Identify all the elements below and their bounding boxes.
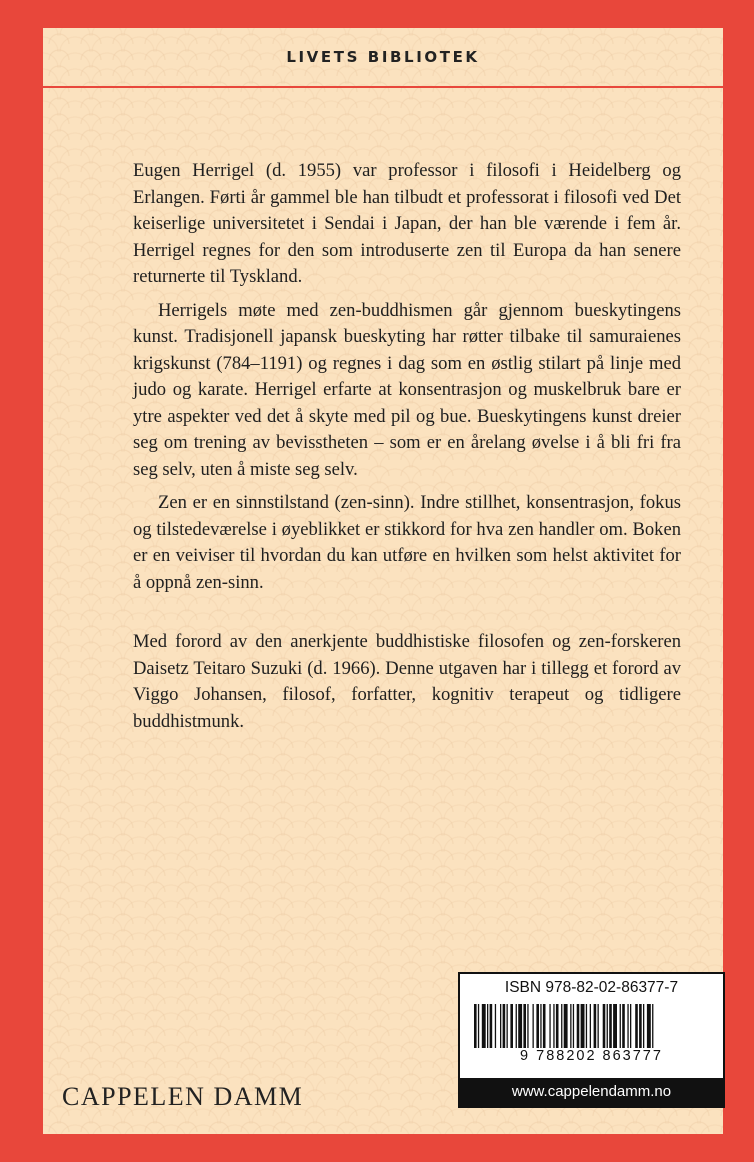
series-title: LIVETS BIBLIOTEK	[43, 28, 723, 88]
publisher-url: www.cappelendamm.no	[460, 1078, 723, 1106]
paragraph-2: Herrigels møte med zen-buddhismen går gjennom bueskytingens kunst. Tradisjonell japansk bueskyting har røtter tilbake til samuraienes krigskunst (784–1191) og regnes i dag som en østlig stilart på linje med judo og karate. Herrigel erfarte at konsentrasjon og muskelbruk bare er ytre aspekter ved det å skyte med pil og bue. Bueskytingens kunst dreier seg om trening av bevisstheten – som er en årelang øvelse i å bli fri fra seg selv, uten å miste seg selv.	[133, 299, 681, 480]
paragraph-1: Eugen Herrigel (d. 1955) var professor i filosofi i Heidelberg og Erlangen. Førti år gammel ble han tilbudt et professorat i filosofi ved Det keiserlige universitetet i Sendai i Japan, der han ble værende i fem år. Herrigel regnes for den som introduserte zen til Europa da han senere returnerte til Tyskland.	[133, 160, 681, 287]
foreword-note: Med forord av den anerkjente buddhistiske filosofen og zen-forskeren Daisetz Teitaro Suzuki (d. 1966). Denne utgaven har i tillegg et forord av Viggo Johansen, filosof, forfatter, kognitiv terapeut og tidligere buddhistmunk.	[133, 631, 681, 732]
blurb	[133, 158, 681, 735]
barcode-icon	[468, 1004, 715, 1050]
barcode-box	[458, 972, 725, 1108]
paragraph-3: Zen er en sinnstilstand (zen-sinn). Indre stillhet, konsentrasjon, fokus og tilstedeværelse i øyeblikket er stikkord for hva zen handler om. Boken er en veiviser til hvordan du kan utføre en hvilken som helst aktivitet for å oppnå zen-sinn.	[133, 492, 681, 593]
barcode-digits: 9 788202 863777	[520, 1048, 663, 1064]
publisher-logo: CAPPELEN DAMM	[62, 1082, 304, 1111]
isbn-label: ISBN 978-82-02-86377-7	[504, 979, 679, 996]
back-cover-panel	[43, 28, 723, 1134]
